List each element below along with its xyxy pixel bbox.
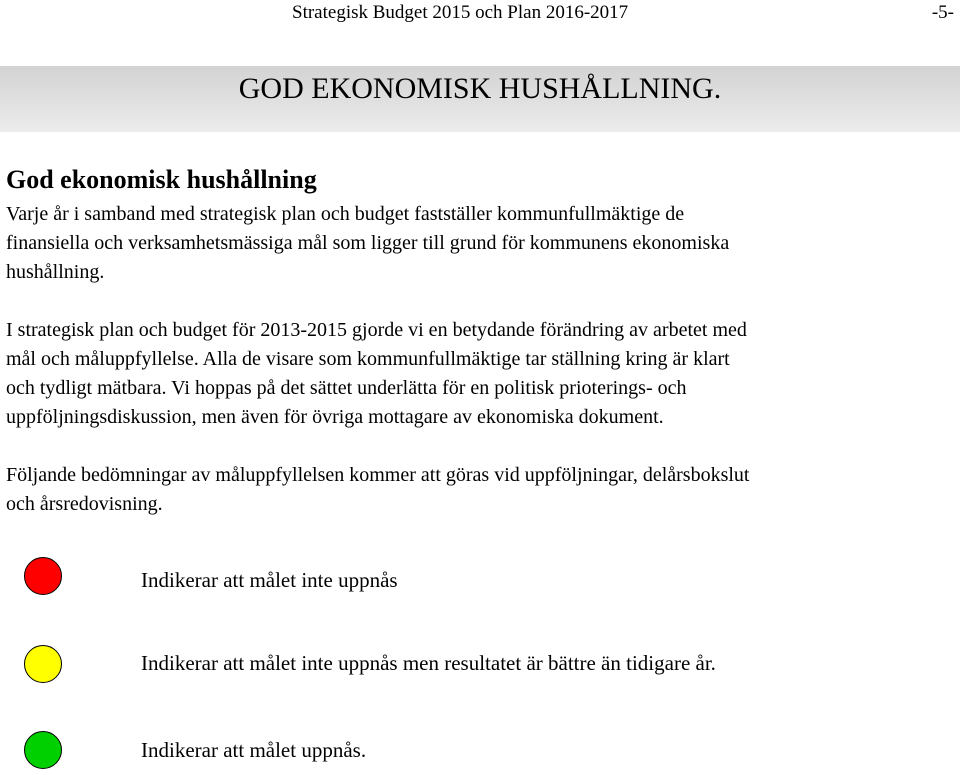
paragraph-line: finansiella och verksamhetsmässiga mål som ligger till grund för kommunens ekonomiska <box>6 232 730 254</box>
red-indicator-icon <box>24 557 62 595</box>
paragraph-line: I strategisk plan och budget för 2013-2015 gjorde vi en betydande förändring av arbetet med <box>6 319 747 341</box>
yellow-indicator-icon <box>24 645 62 683</box>
paragraph-line: hushållning. <box>6 261 105 283</box>
green-indicator-icon <box>24 731 62 769</box>
paragraph-line: mål och måluppfyllelse. Alla de visare som kommunfullmäktige tar ställning kring är klart <box>6 348 730 370</box>
paragraph-1 <box>6 200 729 287</box>
page-number: -5- <box>931 2 954 23</box>
paragraph-3 <box>6 461 750 519</box>
paragraph-line: och tydligt mätbara. Vi hoppas på det sättet underlätta för en politisk prioterings- och <box>6 377 687 399</box>
legend-text-green: Indikerar att målet uppnås. <box>141 738 367 762</box>
paragraph-line: uppföljningsdiskussion, men även för övriga mottagare av ekonomiska dokument. <box>6 406 664 428</box>
document-header-title: Strategisk Budget 2015 och Plan 2016-2017 <box>292 2 629 23</box>
section-heading: God ekonomisk hushållning <box>6 165 317 194</box>
paragraph-line: Varje år i samband med strategisk plan och budget fastställer kommunfullmäktige de <box>6 203 685 225</box>
legend-text-yellow: Indikerar att målet inte uppnås men resultatet är bättre än tidigare år. <box>141 651 716 675</box>
paragraph-line: och årsredovisning. <box>6 493 163 515</box>
paragraph-2 <box>6 316 747 432</box>
paragraph-line: Följande bedömningar av måluppfyllelsen kommer att göras vid uppföljningar, delårsbokslut <box>6 464 750 486</box>
legend-text-red: Indikerar att målet inte uppnås <box>141 568 398 592</box>
main-heading: GOD EKONOMISK HUSHÅLLNING. <box>238 72 722 105</box>
